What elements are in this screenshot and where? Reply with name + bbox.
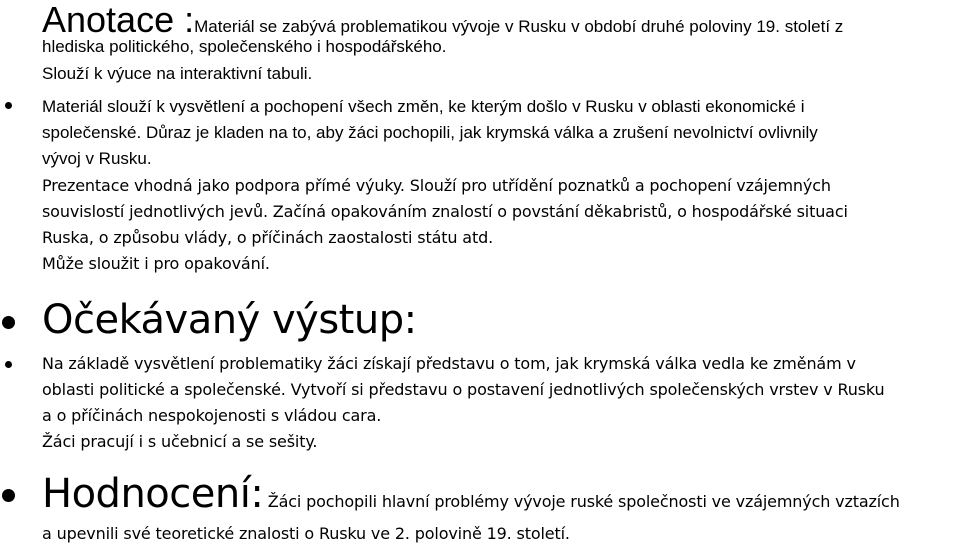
- anotace-calibri-line-1: Prezentace vhodná jako podpora přímé výuky. Slouží pro utřídění poznatků a pochopení vzájemných: [42, 176, 831, 195]
- anotace-bullet-line-3: vývoj v Rusku.: [42, 149, 152, 168]
- anotace-calibri-line-4: Může sloužit i pro opakování.: [42, 254, 270, 273]
- hodnoceni-inline-text: Žáci pochopili hlavní problémy vývoje ruské společnosti ve vzájemných vztazích: [267, 492, 900, 511]
- ocekavany-line-2: oblasti politické a společenské. Vytvoří si představu o postavení jednotlivých společenských vrstev v Rusku: [42, 380, 885, 399]
- bullet-dot-icon: [5, 361, 12, 368]
- ocekavany-heading: Očekávaný výstup:: [42, 297, 417, 343]
- bullet-dot-icon: [5, 102, 12, 109]
- anotace-bullet-line-1: Materiál slouží k vysvětlení a pochopení všech změn, ke kterým došlo v Rusku v oblasti ekonomické i: [42, 97, 805, 116]
- anotace-calibri-line-3: Ruska, o způsobu vlády, o příčinách zaostalosti státu atd.: [42, 228, 494, 247]
- anotace-calibri-line-2: souvislostí jednotlivých jevů. Začíná opakováním znalostí o povstání děkabristů, o hospodářské situaci: [42, 202, 848, 221]
- hodnoceni-heading-line: [42, 472, 957, 516]
- ocekavany-text: [42, 351, 957, 455]
- hodnoceni-heading: Hodnocení:: [42, 471, 264, 517]
- anotace-text: [42, 33, 957, 87]
- anotace-bullet-calibri: [42, 173, 957, 277]
- anotace-line-1: hlediska politického, společenského i hospodářského.: [42, 37, 447, 56]
- ocekavany-line-1: Na základě vysvětlení problematiky žáci získají představu o tom, jak krymská válka vedla ke změnám v: [42, 354, 856, 373]
- bullet-dot-icon: [2, 489, 15, 502]
- hodnoceni-text: [42, 521, 957, 547]
- ocekavany-line-3: a o příčinách nespokojenosti s vládou cara.: [42, 406, 382, 425]
- anotace-bullet-line-2: společenské. Důraz je kladen na to, aby žáci pochopili, jak krymská válka a zrušení nevolnictví ovlivnily: [42, 123, 818, 142]
- anotace-bullet-text: [42, 94, 957, 172]
- hodnoceni-line-2: a upevnili své teoretické znalosti o Rusku ve 2. polovině 19. století.: [42, 524, 570, 543]
- anotace-inline-text: Materiál se zabývá problematikou vývoje v Rusku v období druhé poloviny 19. století z: [194, 17, 844, 36]
- anotace-heading: Anotace :: [42, 0, 195, 40]
- ocekavany-line-4: Žáci pracují i s učebnicí a se sešity.: [42, 432, 318, 451]
- anotace-line-2: Slouží k výuce na interaktivní tabuli.: [42, 64, 313, 83]
- bullet-dot-icon: [2, 316, 15, 329]
